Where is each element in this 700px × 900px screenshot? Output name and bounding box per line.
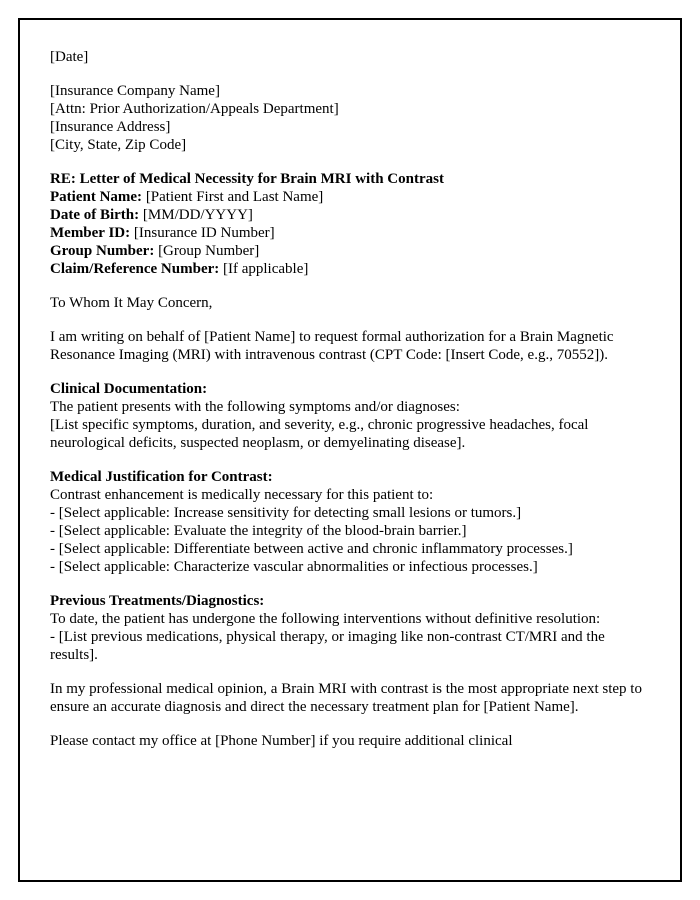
- letter-content: [20, 20, 680, 880]
- clinical-intro-line: The patient presents with the following symptoms and/or diagnoses:: [50, 399, 460, 415]
- field-label-member-id: Member ID:: [50, 225, 131, 241]
- closing-paragraph: Please contact my office at [Phone Number] if you require additional clinical: [50, 733, 513, 749]
- opinion-paragraph: In my professional medical opinion, a Brain MRI with contrast is the most appropriate next step to ensure an accurate diagnosis and direct the necessary treatment plan for [Patient Name].: [50, 681, 642, 715]
- justification-bullet: - [Select applicable: Increase sensitivity for detecting small lesions or tumors.]: [50, 505, 522, 521]
- subject-and-patient-info-block: [50, 170, 650, 278]
- field-label-date-of-birth: Date of Birth:: [50, 207, 140, 223]
- date-text: [Date]: [50, 49, 89, 65]
- salutation: [50, 294, 650, 312]
- field-value-claim-number: [If applicable]: [223, 261, 309, 277]
- patient-info-row: [50, 224, 650, 242]
- date-line: [50, 48, 650, 66]
- field-label-patient-name: Patient Name:: [50, 189, 143, 205]
- recipient-company: [Insurance Company Name]: [50, 83, 220, 99]
- justification-bullet: - [Select applicable: Evaluate the integrity of the blood-brain barrier.]: [50, 523, 467, 539]
- clinical-placeholder-line: [List specific symptoms, duration, and severity, e.g., chronic progressive headaches, focal neurological deficits, suspected neoplasm, or demyelinating disease].: [50, 417, 589, 451]
- field-value-member-id: [Insurance ID Number]: [133, 225, 275, 241]
- letter-page: [18, 18, 682, 882]
- field-value-date-of-birth: [MM/DD/YYYY]: [142, 207, 253, 223]
- justification-intro-line: Contrast enhancement is medically necessary for this patient to:: [50, 487, 434, 503]
- subject-line: RE: Letter of Medical Necessity for Brain MRI with Contrast: [50, 171, 444, 187]
- justification-bullet: - [Select applicable: Differentiate between active and chronic inflammatory processes.]: [50, 541, 573, 557]
- intro-paragraph: I am writing on behalf of [Patient Name] to request formal authorization for a Brain Magnetic Resonance Imaging (MRI) with intravenous contrast (CPT Code: [Insert Code, e.g., 70552]).: [50, 329, 614, 363]
- field-label-group-number: Group Number:: [50, 243, 155, 259]
- recipient-attn: [Attn: Prior Authorization/Appeals Department]: [50, 101, 339, 117]
- recipient-address: [Insurance Address]: [50, 119, 171, 135]
- field-label-claim-number: Claim/Reference Number:: [50, 261, 220, 277]
- clinical-documentation-section: [50, 380, 650, 452]
- previous-bullet: - [List previous medications, physical therapy, or imaging like non-contrast CT/MRI and the results].: [50, 629, 605, 663]
- patient-info-row: [50, 206, 650, 224]
- medical-justification-section: [50, 468, 650, 576]
- clinical-heading: Clinical Documentation:: [50, 381, 208, 397]
- patient-info-row: [50, 188, 650, 206]
- justification-bullet: - [Select applicable: Characterize vascular abnormalities or infectious processes.]: [50, 559, 538, 575]
- recipient-city-state-zip: [City, State, Zip Code]: [50, 137, 187, 153]
- justification-heading: Medical Justification for Contrast:: [50, 469, 273, 485]
- patient-info-row: [50, 242, 650, 260]
- previous-intro-line: To date, the patient has undergone the following interventions without definitive resolution:: [50, 611, 601, 627]
- field-value-group-number: [Group Number]: [158, 243, 260, 259]
- field-value-patient-name: [Patient First and Last Name]: [145, 189, 324, 205]
- previous-heading: Previous Treatments/Diagnostics:: [50, 593, 265, 609]
- patient-info-row: [50, 260, 650, 278]
- salutation-text: To Whom It May Concern,: [50, 295, 213, 311]
- previous-treatments-section: [50, 592, 650, 664]
- recipient-block: [50, 82, 650, 154]
